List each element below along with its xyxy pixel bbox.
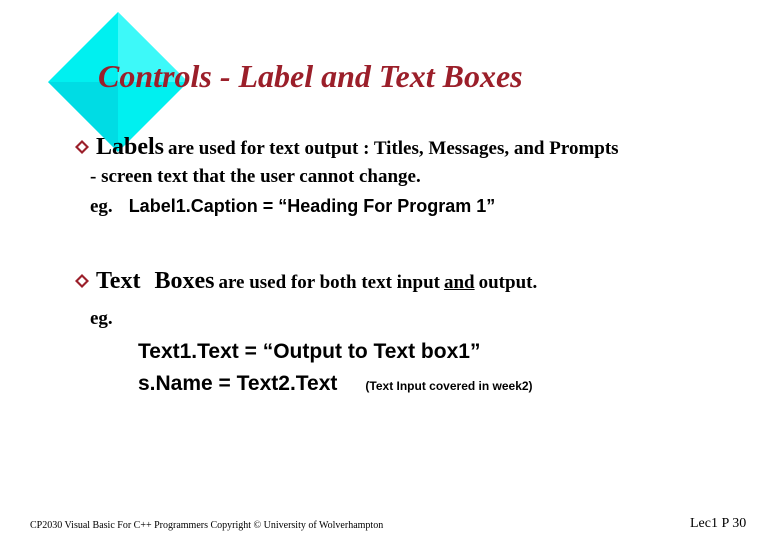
diamond-bullet-icon	[74, 139, 90, 155]
bullet-textboxes	[74, 268, 537, 295]
textboxes-keyword2: Boxes	[154, 268, 215, 294]
textboxes-code2: s.Name = Text2.Text	[138, 372, 338, 395]
labels-example	[90, 196, 495, 218]
textboxes-code2-row	[138, 372, 533, 396]
labels-example-prefix: eg.	[90, 196, 113, 217]
slide-title: Controls - Label and Text Boxes	[98, 58, 523, 94]
page-number: Lec1 P 30	[690, 516, 747, 531]
labels-keyword: Labels	[96, 134, 165, 160]
textboxes-output: output.	[478, 272, 538, 293]
bullet-labels	[74, 134, 619, 161]
textboxes-note: (Text Input covered in week2)	[365, 379, 533, 393]
textboxes-example-prefix: eg.	[90, 308, 113, 329]
footer-copyright: CP2030 Visual Basic For C++ Programmers Copyright © University of Wolverhampton	[30, 520, 384, 531]
textboxes-keyword: Text	[96, 268, 141, 294]
labels-description: are used for text output : Titles, Messages, and Prompts	[168, 138, 619, 159]
textboxes-description: are used for both text input	[218, 272, 440, 293]
labels-example-code: Label1.Caption = “Heading For Program 1”	[128, 196, 496, 216]
textboxes-and: and	[443, 272, 475, 293]
textboxes-code1: Text1.Text = “Output to Text box1”	[138, 340, 481, 363]
labels-line2: - screen text that the user cannot change.	[90, 166, 421, 187]
diamond-bullet-icon	[74, 273, 90, 289]
